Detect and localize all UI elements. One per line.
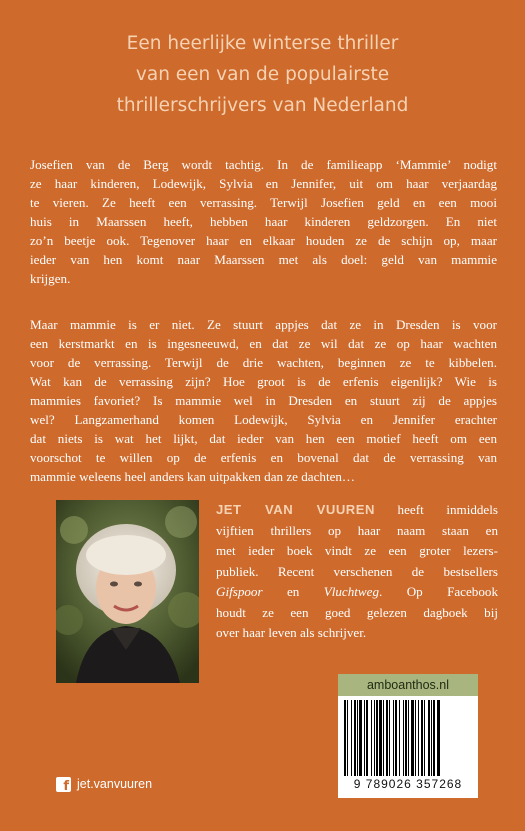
barcode-bar bbox=[379, 700, 382, 776]
barcode-bar bbox=[403, 700, 404, 776]
bio-line: met ieder boek vindt ze een groter lezers- bbox=[216, 543, 498, 558]
barcode-bar bbox=[364, 700, 365, 776]
barcode-bar bbox=[351, 700, 352, 776]
blurb-line: wel? Langzamerhand komen Lodewijk, Sylvia en Jennifer erachter bbox=[30, 412, 497, 427]
book-title: Gifspoor bbox=[216, 584, 263, 599]
barcode-bar bbox=[433, 700, 435, 776]
isbn-barcode bbox=[344, 700, 472, 776]
book-title: Vluchtweg bbox=[323, 584, 380, 599]
bio-line: vijftien thrillers op haar naam staan en bbox=[216, 522, 498, 538]
blurb-line: zo’n beetje ook. Tegenover haar en elkaar houden ze de schijn op, maar bbox=[30, 233, 497, 248]
bio-line: publiek. Recent verschenen de bestsellers bbox=[216, 563, 498, 579]
barcode-bar bbox=[399, 700, 400, 776]
author-photo bbox=[56, 500, 199, 683]
isbn-number: 9 789026 357268 bbox=[353, 777, 463, 791]
barcode-bar bbox=[376, 700, 378, 776]
blurb-line: een kerstmarkt en is ingesneeuwd, en dat ze wil dat ze op haar wachten bbox=[30, 336, 497, 351]
tagline-line: thrillerschrijvers van Nederland bbox=[116, 95, 409, 116]
barcode-bar bbox=[408, 700, 409, 776]
facebook-link[interactable] bbox=[56, 776, 152, 792]
blurb-line: ze haar kinderen, Lodewijk, Sylvia en Jennifer, uit om haar verjaardag bbox=[30, 176, 497, 191]
barcode-bar bbox=[405, 700, 407, 776]
author-name: JET VAN VUUREN bbox=[216, 502, 375, 517]
blurb-line: mammies favoriet? Is mammie wel in Dresden en stuurt zij de appjes bbox=[30, 393, 497, 408]
barcode-bar bbox=[437, 700, 440, 776]
barcode-bar bbox=[431, 700, 432, 776]
blurb-line: voorschot te willen op de erfenis en bovenal dat de verrassing van bbox=[30, 450, 497, 465]
blurb-line: dat niets is wat het lijkt, dat ieder van hen een motief heeft om een bbox=[30, 431, 497, 446]
blurb-line: Josefien van de Berg wordt tachtig. In de familieapp ‘Mammie’ nodigt bbox=[30, 157, 497, 172]
barcode-bar bbox=[366, 700, 368, 776]
tagline-line: Een heerlijke winterse thriller bbox=[126, 33, 399, 54]
barcode-bar bbox=[424, 700, 425, 776]
barcode-bar bbox=[415, 700, 416, 776]
bio-text: . Op Facebook bbox=[379, 584, 498, 599]
bio-text: en bbox=[262, 584, 324, 599]
facebook-icon bbox=[56, 777, 71, 792]
blurb-line: Wat kan de verrassing zijn? Hoe groot is de erfenis eigenlijk? Wie is bbox=[30, 374, 497, 389]
barcode-bar bbox=[354, 700, 356, 776]
bio-line: houdt ze een goed gelezen dagboek bij bbox=[216, 604, 498, 620]
barcode-block bbox=[338, 674, 478, 798]
blurb-line: Maar mammie is er niet. Ze stuurt appjes dat ze in Dresden is voor bbox=[30, 317, 497, 332]
barcode-bar bbox=[386, 700, 388, 776]
blurb-line: huis in Maarssen heeft, hebben haar kinderen geldzorgen. En niet bbox=[30, 214, 497, 229]
blurb-line: mammie weleens heel anders kan uitpakken dan ze dachten… bbox=[30, 469, 356, 484]
cover-tagline bbox=[40, 28, 485, 121]
publisher-url[interactable]: amboanthos.nl bbox=[338, 674, 478, 696]
barcode-bar bbox=[418, 700, 419, 776]
barcode-bar bbox=[347, 700, 348, 776]
bio-line bbox=[216, 500, 498, 521]
barcode-bar bbox=[428, 700, 430, 776]
barcode-bar bbox=[359, 700, 362, 776]
barcode-bar bbox=[357, 700, 358, 776]
blurb-line: voor de verrassing. Terwijl de drie wachten, beginnen ze te kibbelen. bbox=[30, 355, 497, 370]
barcode-bar bbox=[395, 700, 397, 776]
barcode-bar bbox=[374, 700, 375, 776]
blurb-line: ieder van hen komt naar Maarssen met als doel: geld van mammie bbox=[30, 252, 497, 267]
facebook-handle: jet.vanvuuren bbox=[77, 777, 153, 791]
blurb-paragraph-1 bbox=[30, 155, 497, 288]
bio-line bbox=[216, 582, 498, 603]
author-bio bbox=[216, 500, 498, 644]
barcode-bar bbox=[371, 700, 372, 776]
bio-line: over haar leven als schrijver. bbox=[216, 625, 367, 640]
barcode-bar bbox=[383, 700, 384, 776]
barcode-bar bbox=[389, 700, 390, 776]
bio-text: heeft inmiddels bbox=[374, 502, 498, 517]
barcode-bar bbox=[411, 700, 414, 776]
blurb-line: te vieren. Ze heeft een verrassing. Terwijl Josefien geld en een mooi bbox=[30, 195, 497, 210]
tagline-line: van een van de populairste bbox=[135, 64, 390, 85]
barcode-bar bbox=[421, 700, 423, 776]
barcode-bar bbox=[393, 700, 394, 776]
blurb-line: krijgen. bbox=[30, 271, 71, 286]
barcode-bar bbox=[344, 700, 346, 776]
blurb-paragraph-2 bbox=[30, 315, 497, 486]
